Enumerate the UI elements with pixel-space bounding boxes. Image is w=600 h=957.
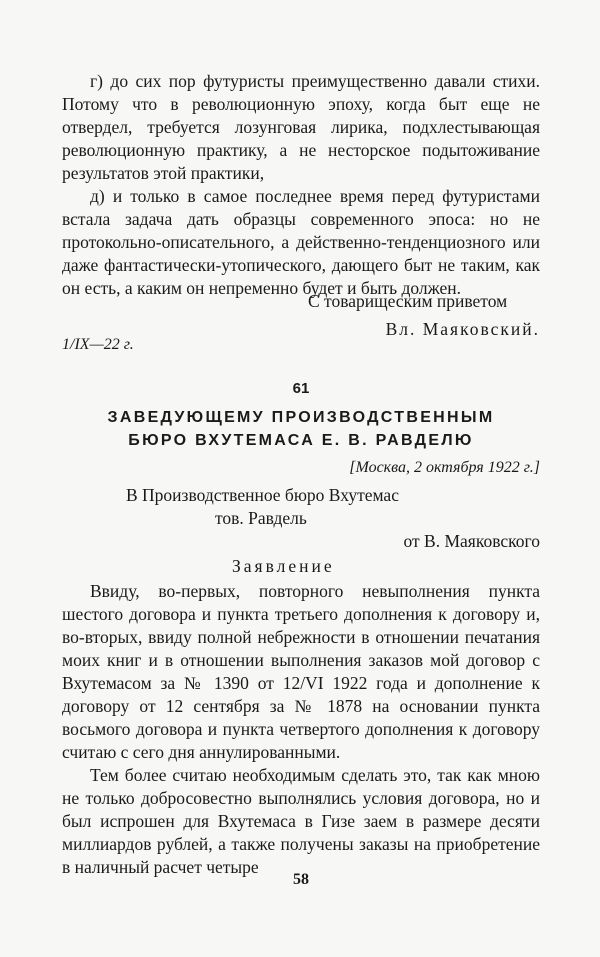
- statement-paragraph-2: Тем более считаю необходимым сделать это, так как мною не только добросовестно выполнялись условия договора, но и был испрошен для Вхутемаса в Гизе заем в размере десяти миллиардов рублей, а также получены заказы на приобретение в наличный расчет четыре: [62, 765, 540, 877]
- statement-paragraph-1: Ввиду, во-первых, повторного невыполнения пункта шестого договора и пункта третьего дополнения к договору и, во-вторых, ввиду полной небрежности в отношении печатания моих книг и в отношении выполнения заказов мой договор с Вхутемасом за № 1390 от 12/VI 1922 года и дополнение к договору от 12 сентября за № 1878 на основании пункта восьмого договора и пункта четвертого дополнения к договору считаю с сего дня аннулированными.: [62, 581, 540, 762]
- letter-title-line-1: ЗАВЕДУЮЩЕМУ ПРОИЗВОДСТВЕННЫМ: [107, 409, 495, 426]
- document-title: Заявление: [232, 556, 335, 576]
- letter-title-line-2: БЮРО ВХУТЕМАСА Е. В. РАВДЕЛЮ: [128, 432, 474, 449]
- page-number: 58: [293, 871, 309, 888]
- closing-salutation: С товарищеским приветом: [308, 291, 508, 311]
- place-date: [Москва, 2 октября 1922 г.]: [349, 459, 540, 476]
- addressee-line-1: В Производственное бюро Вхутемас: [126, 485, 399, 505]
- sender: от В. Маяковского: [403, 531, 540, 551]
- addressee-line-2: тов. Равдель: [215, 508, 307, 528]
- paragraph-item-g: г) до сих пор футуристы преимущественно давали стихи. Потому что в революционную эпоху, когда быт еще не отвердел, требуется лозунговая лирика, подхлестывающая революционную практику, а не несторское подытоживание результатов этой практики,: [62, 71, 540, 183]
- paragraph-item-d: д) и только в самое последнее время перед футуристами встала задача дать образцы современного эпоса: но не протокольно-описательного, а действенно-тенденциозного или даже фантастически-утопического, дающего быт не таким, как он есть, а каким он непременно будет и быть должен.: [62, 186, 540, 298]
- letter-number: 61: [292, 380, 310, 397]
- signature: Вл. Маяковский.: [385, 319, 540, 339]
- letter-date: 1/IX—22 г.: [62, 336, 134, 353]
